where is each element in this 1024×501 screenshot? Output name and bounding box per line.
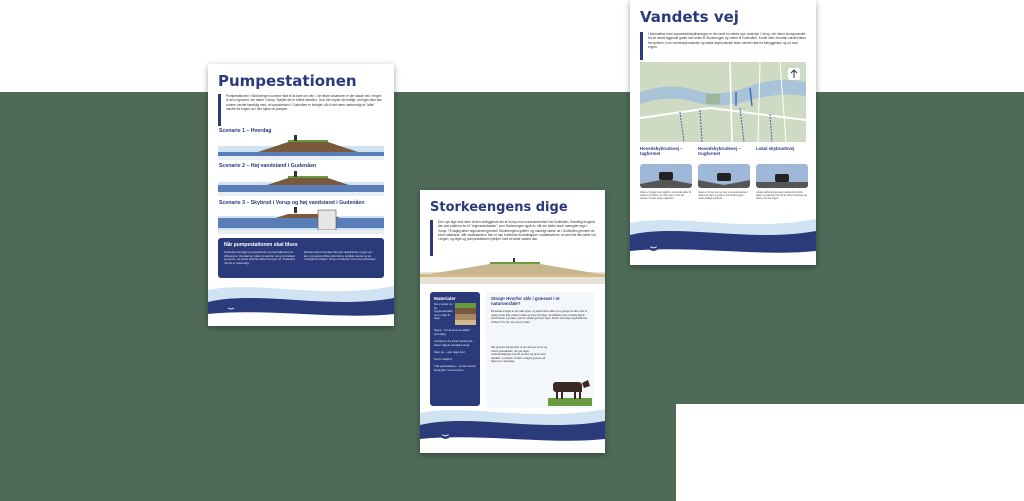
intro-text: Pumpestationen i Storkeengen kommer ikke til at køre om ofte. I de fleste situationer er der skade ned i engen til den regnvand, der falder i Vorup. Spejlet det er kritisk situation, hvor det regner så kraftigt, at engen ikke kan rumme vandet samtidig med, at vandstanden i Gudenåen er forhøjet, så vil det være nødvendigt at "løfte" vandet fra engen ud i den hjalsu af pumpen.: [218, 94, 384, 126]
logo-word: VANDMILJØ: [661, 237, 699, 245]
logo-vandmiljo: [648, 236, 699, 251]
info-body-2: Når græsset klippes kort vil der dannes et tæt og robust græsdække, der gør diget modstandsdygtigt overfor erosion og sikrer dets stabilitet. I perioder vil køer muligvis græsse på diget som naturpleje.: [491, 346, 547, 363]
logo-word: VANDMILJØ: [453, 425, 491, 433]
dike-diagram: [420, 258, 605, 284]
background-notch-bottom: [676, 404, 1024, 501]
highway-title: Lokal skybrudsvej: [756, 146, 795, 151]
material-item: Sand – for at lave et stabilt grundlag: [434, 328, 470, 336]
material-item: Sten ler – gør diget tæt: [434, 350, 465, 354]
inspection-box-text-left: Vandmiljø overvåger pumpestationen med fjernaflæsning fra driftscentret. Ved alarmer rykker en tekniker ud og kontrollerer pumperne, så vandet altid kan løftes fra engen ud i Gudenåen når det er nødvendigt.: [224, 251, 296, 265]
area-map: [640, 62, 806, 142]
local-road-icon: [756, 164, 808, 188]
materials-title: Materialer: [434, 296, 456, 301]
water-drop-icon: [226, 298, 236, 312]
highway-text: Vejen er formet som et trug, så vandet samles i midten af vejen og ledes mod Storkeengen under kraftige skybrud.: [698, 191, 748, 201]
info-question: Stoop! Hvorfor står i græsset i et naturområde?: [491, 296, 560, 307]
materials-lead: Det er tanke om de byggematerialer, der er valgt til diget: [434, 303, 454, 321]
poster-title: Storkeengens dige: [430, 200, 568, 215]
highway-text: Vejen er bygget med tagform, så vandet løber til siderne og videre ud mod engen, hvor det samles i render langs vejkanten.: [640, 191, 691, 201]
logo-sub: RANDERS: [238, 305, 260, 310]
logo-vandmiljo: [226, 298, 273, 312]
info-body-1: På landet af diget er der sået græs, og dette bliver slået ca to gange om året. Det er vigtigt at der ikke vokser buske og træer på diget, da rødderne kan svække digets konstruktion og skabe veje for vandet gennem diget. Derfor skal diget også løbende holdes fri for dyr, der graver huller.: [491, 310, 588, 324]
logo-vandmiljo: [440, 424, 491, 439]
scenario-title: Scenarie 3 – Skybrud i Vorup og høj vandstand i Gudenåen: [219, 200, 365, 206]
logo-sub: RANDERS: [453, 431, 476, 436]
highway-title: Hovedskybrudsvej – tagformet: [640, 146, 683, 157]
poster-dige: [420, 190, 605, 453]
highway-title: Hovedskybrudsvej – trugformet: [698, 146, 741, 157]
info-panel: [486, 292, 594, 408]
material-item: Tæt græstæppe – et tæt netvat beskytter mod erosion: [434, 364, 476, 372]
poster-pumpestation: [208, 64, 394, 326]
materials-box: [430, 292, 480, 406]
tagformet-road-icon: [640, 164, 692, 188]
intro-text: I forbindelse med oppvækstelokaliseringen er der lavet en række nye vandveje i Vorup, der sikrer at regnvandet fra de lavest liggende gader kan ledes til Storkeengen og videre til Gudenåen. Kortet viser hvordan vandet løber fra bydelen, hvor hovedskybrudsveje og lokale skybrudsveje leder vandet væk fra bebyggelsen og ud mod engen.: [640, 32, 806, 60]
inspection-box-title: Når pumpestationen skal tilses: [224, 242, 298, 248]
material-item: God muldjord: [434, 357, 453, 361]
inspection-box-text-right: Randers Vand overvåger løbende vandstanden i engen og i åen, og justerer driften efter behov, så både naturen og de nærliggende boliger i Vorup er beskyttet mod oversvømmelser.: [304, 251, 377, 262]
logo-sub: RANDERS: [661, 243, 684, 248]
trugformet-road-icon: [698, 164, 750, 188]
intro-text: Den nye dige skal sikre at den lavtliggende del af Vorup mod oversvømmelser fra Gudenåen. Samtidig fungerer det som platform for et "regnvandsbassin", som Storkeengen også er, når der falder store mængder regn i Vorup. Til daglig løber regnvandet gennem Storkeengens grøfter, og naturligt videre ud i Gudenåen gennem de store udløbsrør. Når vandstanden i åen er høj, forhindrer kontraklapper i udløbsrørene, at vand fra åen løber ind i engen, og diget og pumpestationen hjælper med at holde vandet ude.: [430, 220, 596, 256]
material-item: Lerkerner fra lokal forekomst – sikrer digets vandtæt vægt: [434, 339, 475, 347]
scenario-diagram: [218, 206, 384, 234]
scenario-diagram: [218, 170, 384, 196]
inspection-box: [218, 238, 384, 278]
soil-layers-icon: [455, 303, 476, 325]
scenario-title: Scenarie 1 – Hverdag: [219, 128, 272, 134]
poster-title: Vandets vej: [640, 8, 739, 26]
water-drop-icon: [648, 236, 659, 251]
scenario-diagram: [218, 134, 384, 160]
poster-vandets-vej: [630, 0, 816, 265]
cow-illustration: [548, 366, 592, 406]
water-drop-icon: [440, 424, 451, 439]
highway-text: Lokale skybrudsveje leder vandet fra mindre gader og sideveje frem til de store hovedveje og videre ud mod engen.: [756, 191, 807, 201]
poster-title: Pumpestationen: [218, 72, 357, 90]
scenario-title: Scenarie 2 – Høj vandstand i Gudenåen: [219, 163, 317, 169]
logo-word: VANDMILJØ: [238, 300, 273, 307]
